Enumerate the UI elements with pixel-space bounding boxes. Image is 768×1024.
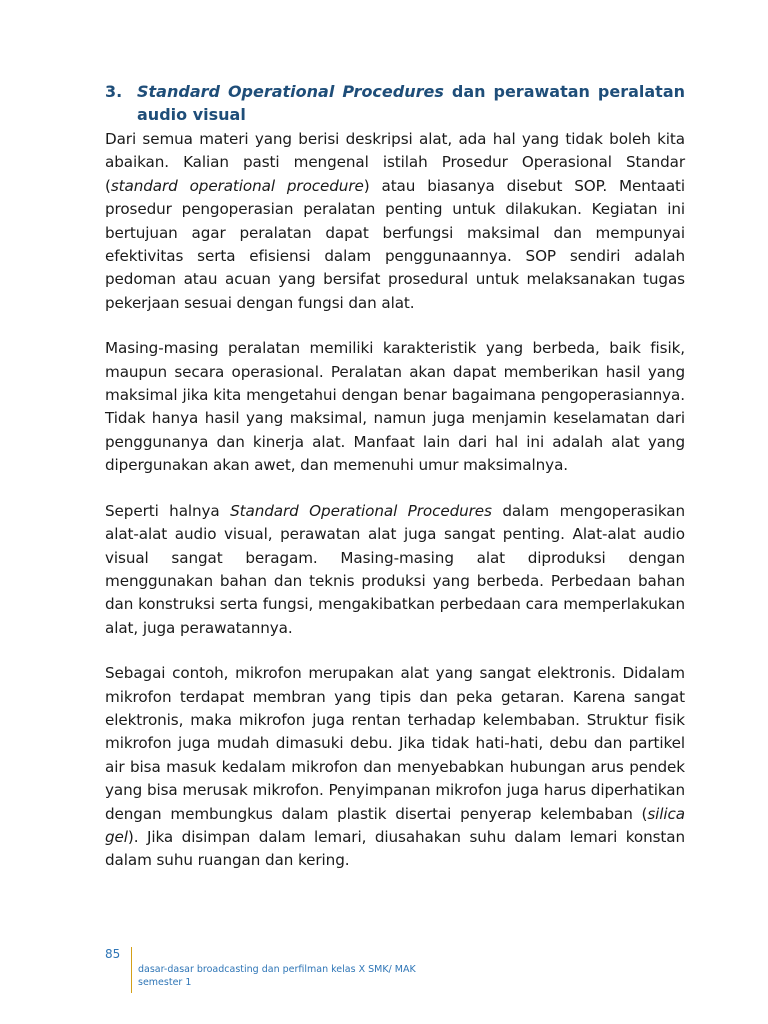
section-title-italic: Standard Operational Procedures [137, 82, 444, 101]
section-number: 3. [105, 82, 123, 101]
footer-book-title: dasar-dasar broadcasting dan perfilman kelas X SMK/ MAK [138, 964, 416, 975]
paragraph-3-italic: Standard Operational Procedures [230, 501, 492, 520]
footer-text [138, 947, 416, 989]
section-title-rest: dan perawatan peralatan audio visual [137, 82, 686, 124]
paragraph-3-text-c: dalam mengoperasikan alat-alat audio visual, perawatan alat juga sangat penting. Alat-alat audio visual sangat beragam. Masing-masing alat diproduksi dengan menggunakan bahan dan teknis produksi yang berbeda. Perbedaan bahan dan konstruksi serta fungsi, mengakibatkan perbedaan cara memperlakukan alat, juga perawatannya. [105, 501, 686, 637]
page-number: 85 [105, 947, 121, 961]
section-heading [105, 80, 685, 126]
section-title [137, 80, 685, 126]
page-body [105, 80, 685, 895]
page-footer [105, 947, 416, 993]
paragraph-1-text-c: ) atau biasanya disebut SOP. Mentaati prosedur pengoperasian peralatan penting untuk dilakukan. Kegiatan ini bertujuan agar peralatan dapat berfungsi maksimal dan mempunyai efektivitas serta efisiensi dalam penggunaannya. SOP sendiri adalah pedoman atau acuan yang bersifat prosedural untuk melaksanakan tugas pekerjaan sesuai dengan fungsi dan alat. [105, 176, 685, 312]
paragraph-4-italic: silica gel [105, 804, 685, 846]
footer-semester: semester 1 [138, 977, 192, 988]
paragraph-4 [105, 662, 685, 873]
paragraph-4-text-a: Sebagai contoh, mikrofon merupakan alat yang sangat elektronis. Didalam mikrofon terdapat membran yang tipis dan peka getaran. Karena sangat elektronis, maka mikrofon juga rentan terhadap kelembaban. Struktur fisik mikrofon juga mudah dimasuki debu. Jika tidak hati-hati, debu dan partikel air bisa masuk kedalam mikrofon dan menyebabkan hubungan arus pendek yang bisa merusak mikrofon. Penyimpanan mikrofon juga harus diperhatikan dengan membungkus dalam plastik disertai penyerap kelembaban ( [105, 664, 685, 823]
footer-divider [131, 947, 132, 993]
paragraph-1-italic: standard operational procedure [110, 176, 364, 195]
paragraph-3 [105, 500, 685, 640]
paragraph-3-text-a: Seperti halnya [105, 501, 231, 520]
paragraph-1 [105, 128, 685, 315]
paragraph-4-text-c: ). Jika disimpan dalam lemari, diusahakan suhu dalam lemari konstan dalam suhu ruangan dan kering. [105, 827, 685, 870]
paragraph-1-text-a: Dari semua materi yang berisi deskripsi alat, ada hal yang tidak boleh kita abaikan. Kalian pasti mengenal istilah Prosedur Operasional Standar ( [105, 130, 685, 195]
paragraph-2: Masing-masing peralatan memiliki karakteristik yang berbeda, baik fisik, maupun secara operasional. Peralatan akan dapat memberikan hasil yang maksimal jika kita mengetahui dengan benar bagaimana pengoperasiannya. Tidak hanya hasil yang maksimal, namun juga menjamin keselamatan dari penggunanya dan kinerja alat. Manfaat lain dari hal ini adalah alat yang dipergunakan akan awet, dan memenuhi umur maksimalnya. [105, 339, 685, 475]
